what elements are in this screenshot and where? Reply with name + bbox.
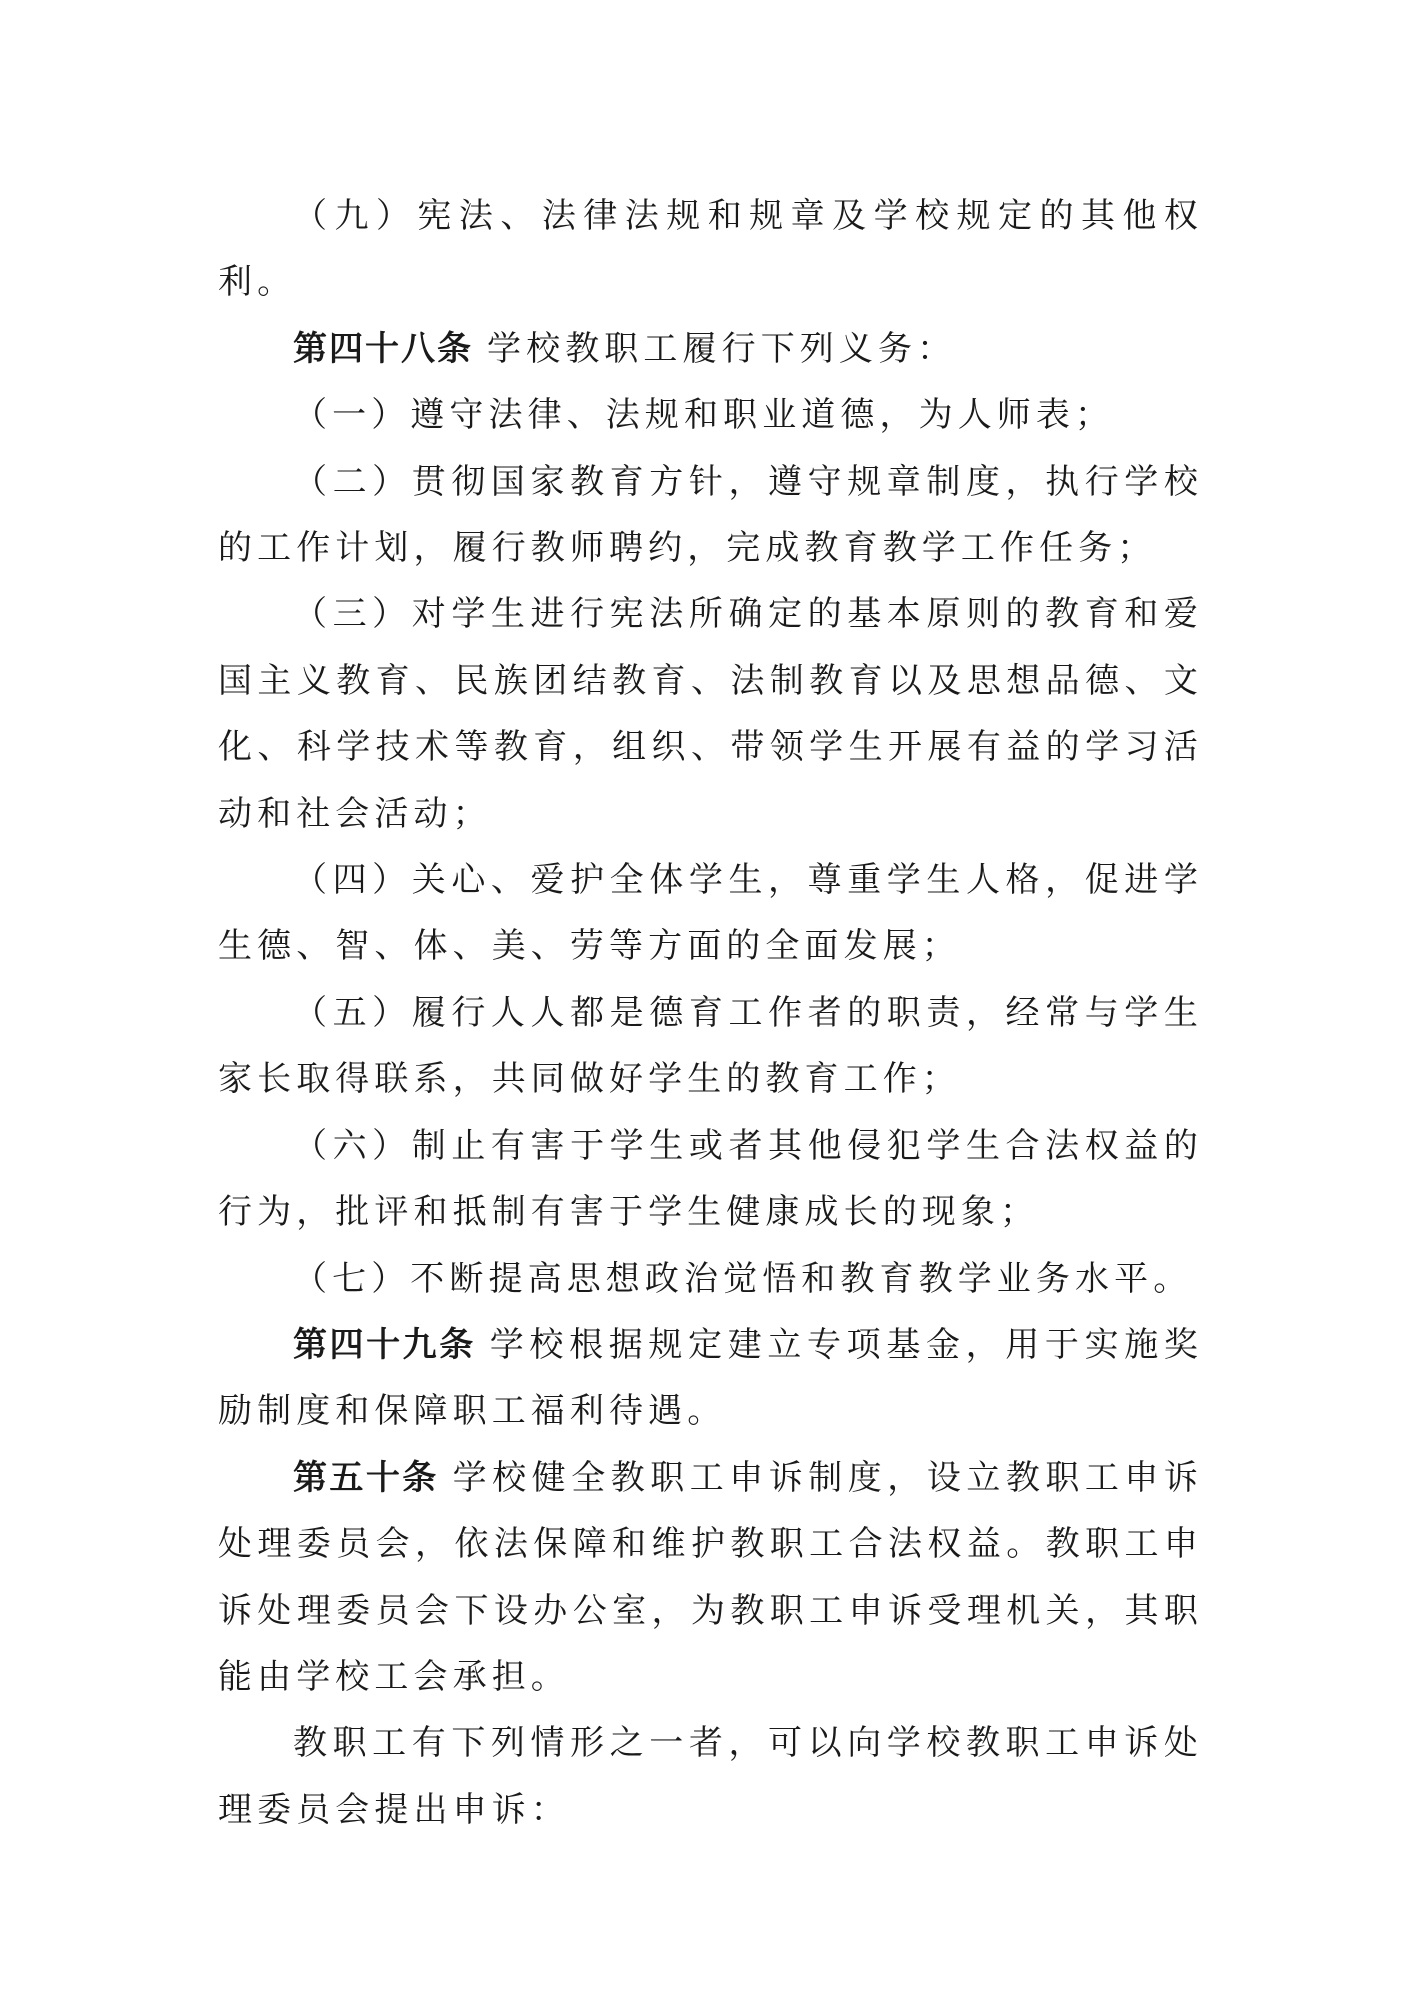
duty-item-5	[218, 980, 1203, 1113]
article-label: 第四十八条	[293, 328, 473, 369]
duty-item-4	[218, 847, 1203, 980]
article-48	[218, 316, 1203, 382]
duty-item-1	[218, 382, 1203, 448]
paragraph-text: 学校教职工履行下列义务：	[487, 328, 957, 369]
paragraph-right-9	[218, 183, 1203, 316]
paragraph-text: （六）制止有害于学生或者其他侵犯学生合法权益的行为，批评和抵制有害于学生健康成长的现象；	[218, 1125, 1203, 1233]
document-body	[218, 183, 1203, 1843]
paragraph-text: （七）不断提高思想政治觉悟和教育教学业务水平。	[293, 1258, 1193, 1299]
paragraph-text: 学校健全教职工申诉制度，设立教职工申诉处理委员会，依法保障和维护教职工合法权益。教职工申诉处理委员会下设办公室，为教职工申诉受理机关，其职能由学校工会承担。	[218, 1457, 1203, 1697]
duty-item-7	[218, 1246, 1203, 1312]
paragraph-text: （五）履行人人都是德育工作者的职责，经常与学生家长取得联系，共同做好学生的教育工作；	[218, 992, 1203, 1100]
duty-item-2	[218, 449, 1203, 582]
paragraph-text: （二）贯彻国家教育方针，遵守规章制度，执行学校的工作计划，履行教师聘约，完成教育教学工作任务；	[218, 461, 1203, 569]
paragraph-text: （一）遵守法律、法规和职业道德，为人师表；	[293, 395, 1115, 436]
duty-item-6	[218, 1113, 1203, 1246]
paragraph-text: （三）对学生进行宪法所确定的基本原则的教育和爱国主义教育、民族团结教育、法制教育以及思想品德、文化、科学技术等教育，组织、带领学生开展有益的学习活动和社会活动；	[218, 594, 1203, 834]
paragraph-text: （九）宪法、法律法规和规章及学校规定的其他权利。	[218, 196, 1203, 303]
article-label: 第五十条	[293, 1457, 439, 1498]
paragraph-text: 学校根据规定建立专项基金，用于实施奖励制度和保障职工福利待遇。	[218, 1324, 1203, 1432]
paragraph-text: （四）关心、爱护全体学生，尊重学生人格，促进学生德、智、体、美、劳等方面的全面发展；	[218, 860, 1203, 967]
article-50	[218, 1445, 1203, 1711]
article-49	[218, 1312, 1203, 1445]
appeal-conditions-intro	[218, 1710, 1203, 1843]
article-label: 第四十九条	[293, 1324, 476, 1365]
paragraph-text: 教职工有下列情形之一者，可以向学校教职工申诉处理委员会提出申诉：	[218, 1723, 1203, 1830]
duty-item-3	[218, 581, 1203, 847]
